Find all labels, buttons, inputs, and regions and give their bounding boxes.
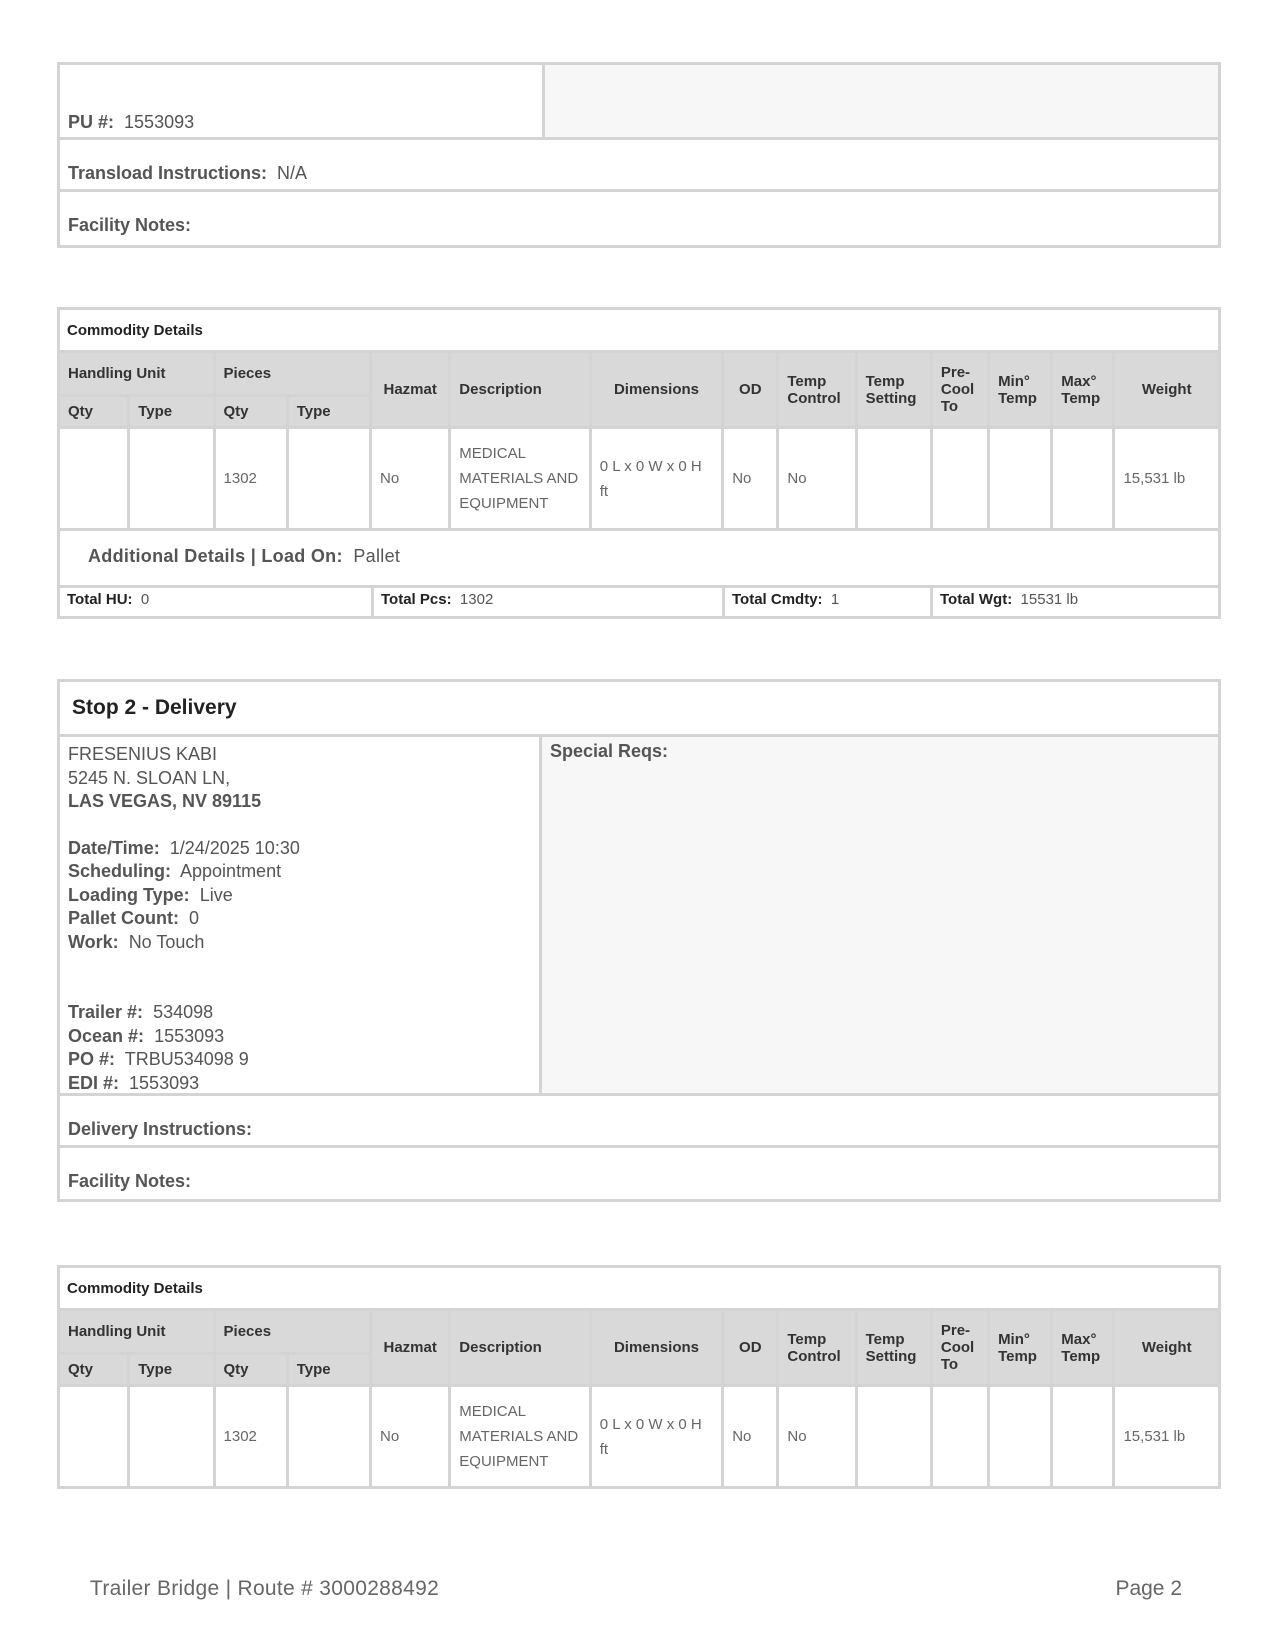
commodity-details-1 — [57, 307, 1221, 619]
special-reqs-panel — [542, 737, 1218, 1093]
cell-hu-qty — [59, 1386, 129, 1488]
col-pieces: Pieces — [214, 1310, 371, 1354]
additional-details: Additional Details | Load On: Pallet — [88, 546, 401, 566]
col-description: Description — [450, 1310, 590, 1386]
table-row — [59, 428, 1220, 530]
pu-number: PU #: 1553093 — [68, 112, 195, 132]
col-min-temp: Min° Temp — [989, 1310, 1052, 1386]
cell-pcs-type — [287, 428, 370, 530]
col-min-temp: Min° Temp — [989, 352, 1052, 428]
stop2-title: Stop 2 - Delivery — [72, 696, 237, 719]
col-hu-qty: Qty — [59, 1354, 129, 1386]
total-wgt: Total Wgt: 15531 lb — [940, 591, 1079, 608]
cell-min-temp — [989, 1386, 1052, 1488]
col-pre-cool-to: Pre-Cool To — [931, 352, 988, 428]
col-pcs-qty: Qty — [214, 396, 287, 428]
cell-weight: 15,531 lb — [1114, 428, 1220, 530]
cell-pre-cool-to — [931, 1386, 988, 1488]
cell-od: No — [723, 428, 778, 530]
total-cmdty: Total Cmdty: 1 — [725, 588, 933, 616]
commodity-details-2 — [57, 1265, 1221, 1489]
col-handling-unit: Handling Unit — [59, 352, 215, 396]
footer-route: Trailer Bridge | Route # 3000288492 — [90, 1577, 440, 1600]
col-description: Description — [450, 352, 590, 428]
col-hazmat: Hazmat — [371, 352, 450, 428]
cell-temp-setting — [856, 428, 931, 530]
cell-max-temp — [1052, 1386, 1114, 1488]
pallet-count: Pallet Count: 0 — [68, 908, 200, 928]
special-reqs-label: Special Reqs: — [550, 741, 669, 761]
cell-temp-control: No — [778, 428, 856, 530]
col-pcs-type: Type — [287, 396, 370, 428]
col-pcs-qty: Qty — [214, 1354, 287, 1386]
delivery-instructions: Delivery Instructions: — [60, 1093, 1218, 1145]
cell-hu-qty — [59, 428, 129, 530]
cell-hazmat: No — [371, 1386, 450, 1488]
cell-pcs-qty: 1302 — [214, 428, 287, 530]
stop1-section — [57, 62, 1221, 248]
ocean-number: Ocean #: 1553093 — [68, 1025, 225, 1046]
col-dimensions: Dimensions — [590, 352, 722, 428]
col-weight: Weight — [1114, 1310, 1220, 1386]
col-temp-control: Temp Control — [778, 1310, 856, 1386]
edi-number: EDI #: 1553093 — [68, 1072, 200, 1093]
col-max-temp: Max° Temp — [1052, 352, 1114, 428]
cell-od: No — [723, 1386, 778, 1488]
cell-pcs-qty: 1302 — [214, 1386, 287, 1488]
col-od: OD — [723, 1310, 778, 1386]
stop1-facility-notes: Facility Notes: — [60, 189, 1218, 241]
col-dimensions: Dimensions — [590, 1310, 722, 1386]
cell-weight: 15,531 lb — [1114, 1386, 1220, 1488]
stop2-details — [60, 737, 542, 1093]
cell-description: MEDICAL MATERIALS AND EQUIPMENT — [450, 1386, 590, 1488]
commodity-table — [57, 1265, 1221, 1489]
col-pieces: Pieces — [214, 352, 371, 396]
cell-hu-type — [129, 428, 214, 530]
scheduling: Scheduling: Appointment — [68, 861, 282, 881]
commodity-table — [57, 307, 1221, 531]
cell-pre-cool-to — [931, 428, 988, 530]
stop1-special-panel — [545, 65, 1218, 137]
po-number: PO #: TRBU534098 9 — [68, 1049, 249, 1069]
work-type: Work: No Touch — [68, 931, 205, 952]
stop2-section — [57, 679, 1221, 1202]
col-hazmat: Hazmat — [371, 1310, 450, 1386]
col-max-temp: Max° Temp — [1052, 1310, 1114, 1386]
cell-max-temp — [1052, 428, 1114, 530]
company-name: FRESENIUS KABI — [68, 744, 218, 764]
col-pcs-type: Type — [287, 1354, 370, 1386]
table-row — [59, 1386, 1220, 1488]
cell-hu-type — [129, 1386, 214, 1488]
cell-dimensions: 0 L x 0 W x 0 H ft — [590, 428, 722, 530]
col-temp-control: Temp Control — [778, 352, 856, 428]
cell-temp-control: No — [778, 1386, 856, 1488]
total-hu: Total HU: 0 — [60, 588, 374, 616]
cell-dimensions: 0 L x 0 W x 0 H ft — [590, 1386, 722, 1488]
loading-type: Loading Type: Live — [68, 884, 233, 905]
col-temp-setting: Temp Setting — [856, 352, 931, 428]
total-pcs: Total Pcs: 1302 — [374, 588, 725, 616]
cell-min-temp — [989, 428, 1052, 530]
city-state-zip: LAS VEGAS, NV 89115 — [68, 791, 262, 811]
date-time: Date/Time: 1/24/2025 10:30 — [68, 837, 300, 858]
commodity-title: Commodity Details — [59, 1267, 1220, 1310]
cell-pcs-type — [287, 1386, 370, 1488]
commodity-title: Commodity Details — [59, 309, 1220, 352]
cell-temp-setting — [856, 1386, 931, 1488]
col-pre-cool-to: Pre-Cool To — [931, 1310, 988, 1386]
col-handling-unit: Handling Unit — [59, 1310, 215, 1354]
trailer-number: Trailer #: 534098 — [68, 1002, 214, 1022]
col-temp-setting: Temp Setting — [856, 1310, 931, 1386]
cell-description: MEDICAL MATERIALS AND EQUIPMENT — [450, 428, 590, 530]
stop2-facility-notes: Facility Notes: — [60, 1145, 1218, 1197]
col-weight: Weight — [1114, 352, 1220, 428]
page-number: Page 2 — [1115, 1577, 1182, 1600]
col-od: OD — [723, 352, 778, 428]
totals-row — [60, 585, 1218, 616]
cell-hazmat: No — [371, 428, 450, 530]
col-hu-qty: Qty — [59, 396, 129, 428]
col-hu-type: Type — [129, 1354, 214, 1386]
col-hu-type: Type — [129, 396, 214, 428]
address-line: 5245 N. SLOAN LN, — [68, 767, 231, 788]
transload-instructions: Transload Instructions: N/A — [60, 137, 1218, 189]
